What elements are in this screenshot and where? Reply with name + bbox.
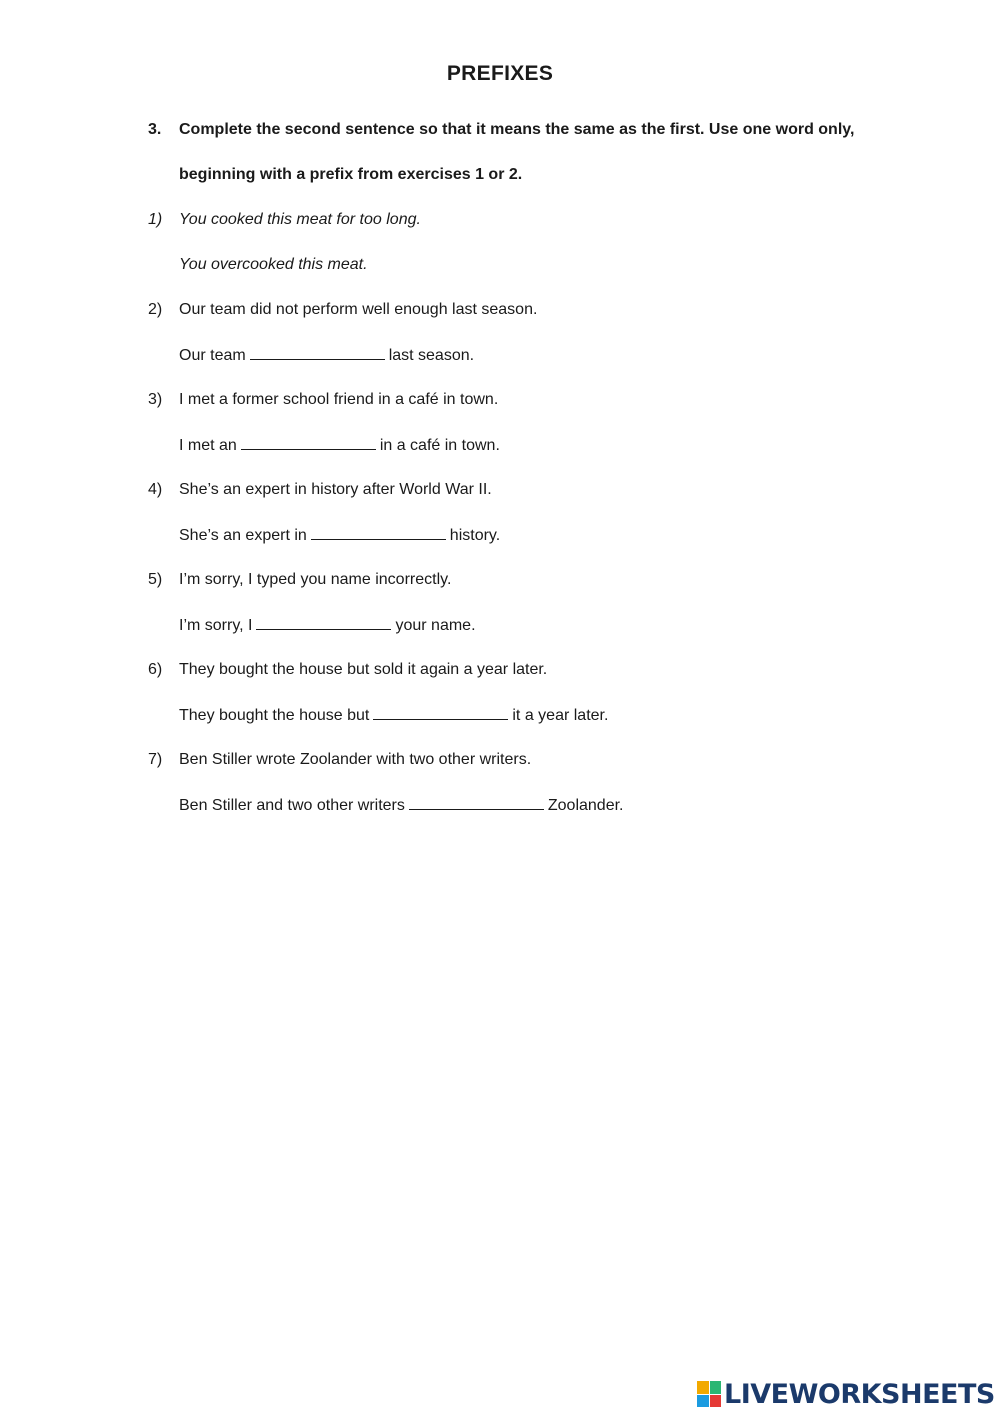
rewrite-after: history.	[449, 527, 501, 544]
rewrite-after: Zoolander.	[547, 797, 624, 814]
item-number: 5)	[148, 571, 163, 588]
original-sentence: She’s an expert in history after World War II.	[179, 481, 492, 498]
page-title: PREFIXES	[446, 62, 554, 85]
rewrite-after: last season.	[388, 347, 475, 364]
example-answer: You overcooked this meat.	[179, 256, 368, 273]
rewrite-after: in a café in town.	[379, 437, 500, 454]
item-number: 2)	[148, 301, 163, 318]
item-number: 6)	[148, 661, 163, 678]
rewrite-before: She’s an expert in	[179, 527, 307, 544]
instruction-line-2: beginning with a prefix from exercises 1 or 2.	[179, 166, 523, 183]
original-sentence: I met a former school friend in a café in town.	[179, 391, 499, 408]
exercise-number: 3.	[148, 121, 162, 138]
rewrite-before: I’m sorry, I	[179, 617, 253, 634]
rewrite-before: Ben Stiller and two other writers	[179, 797, 405, 814]
answer-blank[interactable]	[373, 704, 508, 720]
rewrite-before: They bought the house but	[179, 707, 370, 724]
answer-blank[interactable]	[409, 794, 544, 810]
answer-blank[interactable]	[250, 344, 385, 360]
item-number: 3)	[148, 391, 163, 408]
item-number: 4)	[148, 481, 163, 498]
item-number: 1)	[148, 211, 163, 228]
instruction-line-1: Complete the second sentence so that it means the same as the first. Use one word only,	[179, 121, 855, 138]
answer-blank[interactable]	[256, 614, 391, 630]
original-sentence: Ben Stiller wrote Zoolander with two other writers.	[179, 751, 532, 768]
original-sentence: Our team did not perform well enough last season.	[179, 301, 538, 318]
original-sentence: You cooked this meat for too long.	[179, 211, 421, 228]
rewrite-after: it a year later.	[512, 707, 609, 724]
item-number: 7)	[148, 751, 163, 768]
original-sentence: They bought the house but sold it again a year later.	[179, 661, 548, 678]
rewrite-before: I met an	[179, 437, 237, 454]
original-sentence: I’m sorry, I typed you name incorrectly.	[179, 571, 452, 588]
rewrite-after: your name.	[395, 617, 476, 634]
rewrite-before: Our team	[179, 347, 246, 364]
liveworksheets-logo	[697, 1377, 995, 1411]
answer-blank[interactable]	[241, 434, 376, 450]
liveworksheets-logo-icon	[697, 1381, 721, 1407]
answer-blank[interactable]	[311, 524, 446, 540]
logo-text: LIVEWORKSHEETS	[724, 1378, 995, 1410]
